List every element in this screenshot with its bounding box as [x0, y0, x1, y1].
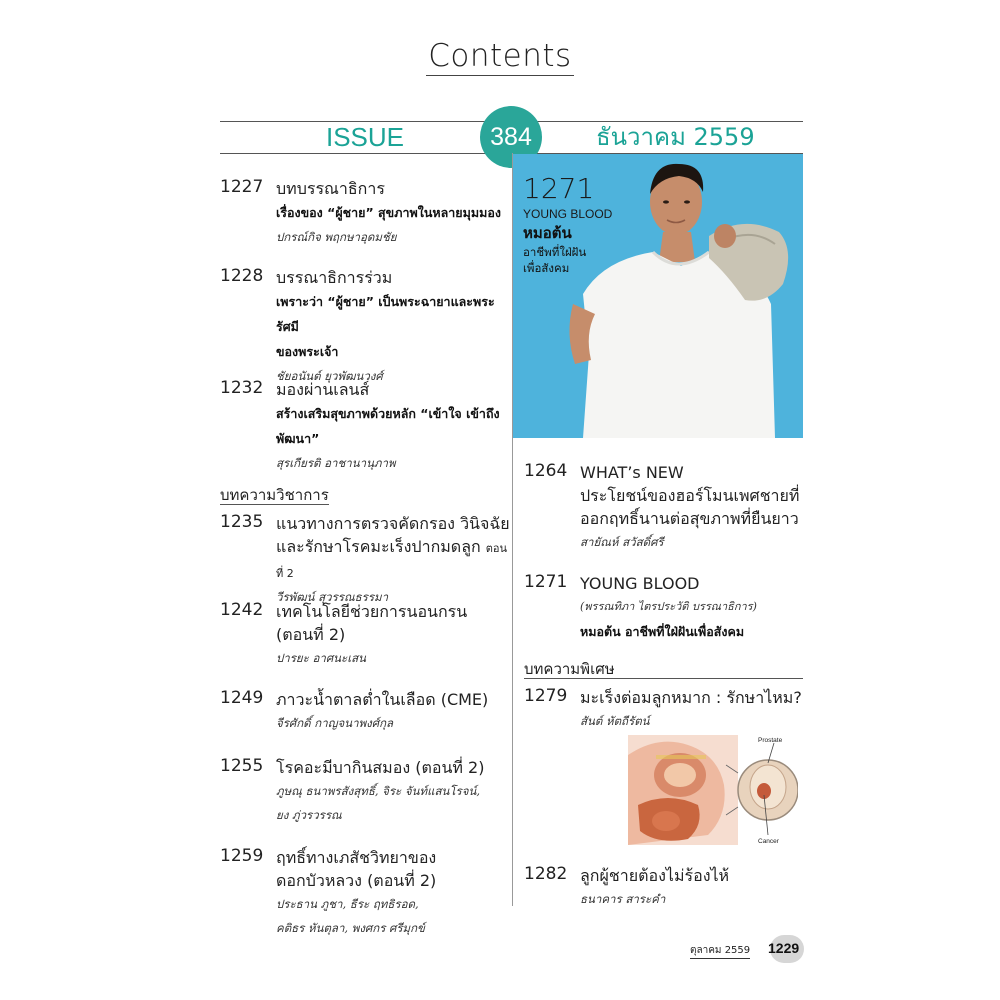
- entry-page-number: 1232: [220, 378, 264, 398]
- entry-author: วีรพัฒน์ สุวรรณธรรมา: [276, 590, 389, 604]
- entry-headline: พัฒนา”: [276, 431, 320, 446]
- entry-page-number: 1249: [220, 688, 264, 708]
- entry-section-line: [276, 535, 510, 585]
- entry-section: ออกฤทธิ์นานต่อสุขภาพที่ยืนยาว: [580, 509, 799, 528]
- feature-name: หมอต้น: [523, 224, 572, 242]
- entry-section-text: และรักษาโรคมะเร็งปากมดลูก: [276, 537, 481, 556]
- category-academic: บทความวิชาการ: [220, 486, 329, 504]
- entry-page-number: 1271: [524, 572, 568, 592]
- entry-section: บทบรรณาธิการ: [276, 179, 385, 198]
- entry-author: ประธาน ภูชา, ธีระ ฤทธิรอด,: [276, 897, 419, 911]
- prostate-label: Prostate: [758, 737, 783, 744]
- entry-page-number: 1255: [220, 756, 264, 776]
- entry-author: ธนาคาร สาระคำ: [580, 892, 666, 906]
- prostate-illustration: [628, 735, 798, 845]
- entry-page-number: 1227: [220, 177, 264, 197]
- entry-section: เทคโนโลยีช่วยการนอนกรน: [276, 602, 468, 621]
- entry-page-number: 1235: [220, 512, 264, 532]
- entry-section: ดอกบัวหลวง (ตอนที่ 2): [276, 871, 437, 890]
- entry-subtitle: (พรรณทิภา ไตรประวัติ บรรณาธิการ): [580, 600, 757, 613]
- entry-page-number: 1259: [220, 846, 264, 866]
- page-number: 1229: [768, 940, 800, 956]
- entry-author: ปกรณ์กิจ พฤกษาอุดมชัย: [276, 230, 397, 244]
- young-blood-feature[interactable]: [513, 154, 803, 438]
- page-title: Contents: [428, 38, 572, 74]
- issue-date: ธันวาคม 2559: [596, 123, 755, 151]
- entry-author: ชัยอนันต์ ยุวพัฒนวงศ์: [276, 369, 383, 383]
- entry-page-number: 1264: [524, 461, 568, 481]
- entry-section: มะเร็งต่อมลูกหมาก : รักษาไหม?: [580, 688, 802, 707]
- feature-label: YOUNG BLOOD: [523, 207, 613, 221]
- entry-section: (ตอนที่ 2): [276, 625, 346, 644]
- entry-page-number: 1228: [220, 266, 264, 286]
- issue-number: 384: [490, 122, 532, 151]
- entry-section: WHAT’s NEW: [580, 463, 684, 482]
- entry-section: ประโยชน์ของฮอร์โมนเพศชายที่: [580, 486, 800, 505]
- entry-author: ยง ภู่วรวรรณ: [276, 808, 342, 822]
- feature-subtitle: อาชีพที่ใฝ่ฝัน: [523, 245, 587, 259]
- entry-section: บรรณาธิการร่วม: [276, 268, 393, 287]
- entry-author: สายัณห์ สวัสดิ์ศรี: [580, 535, 664, 549]
- entry-author: สุรเกียรติ อาชานานุภาพ: [276, 456, 396, 470]
- issue-label: ISSUE: [325, 122, 404, 152]
- entry-author: ปารยะ อาศนะเสน: [276, 651, 367, 665]
- entry-headline: หมอต้น อาชีพที่ใฝ่ฝันเพื่อสังคม: [580, 624, 745, 639]
- entry-page-number: 1242: [220, 600, 264, 620]
- entry-section: แนวทางการตรวจคัดกรอง วินิจฉัย: [276, 514, 510, 533]
- entry-headline: เรื่องของ “ผู้ชาย” สุขภาพในหลายมุมมอง: [276, 205, 501, 220]
- entry-author: ภูษณุ ธนาพรสังสุทธิ์, จิระ จันท์แสนโรจน์,: [276, 784, 480, 798]
- category-special: บทความพิเศษ: [524, 660, 803, 679]
- entry-section: ฤทธิ์ทางเภสัชวิทยาของ: [276, 848, 437, 867]
- entry-section: ลูกผู้ชายต้องไม่ร้องไห้: [580, 866, 730, 885]
- entry-author: คติธร หันตุลา, พงศกร ศรีมุกข์: [276, 921, 425, 935]
- entry-section: มองผ่านเลนส์: [276, 380, 370, 399]
- entry-author: สันต์ หัตถีรัตน์: [580, 714, 650, 728]
- entry-headline: สร้างเสริมสุขภาพด้วยหลัก “เข้าใจ เข้าถึง: [276, 406, 500, 421]
- entry-page-number: 1282: [524, 864, 568, 884]
- entry-section: โรคอะมีบากินสมอง (ตอนที่ 2): [276, 758, 485, 777]
- entry-author: จีรศักดิ์ กาญจนาพงศ์กุล: [276, 716, 394, 730]
- entry-page-number: 1279: [524, 686, 568, 706]
- entry-headline: เพราะว่า “ผู้ชาย” เป็นพระฉายาและพระรัศมี: [276, 294, 495, 334]
- footer-date: ตุลาคม 2559: [690, 943, 750, 959]
- entry-section: ภาวะน้ำตาลต่ำในเลือด (CME): [276, 690, 489, 709]
- entry-section: YOUNG BLOOD: [580, 574, 700, 593]
- feature-page-number: 1271: [523, 172, 595, 205]
- entry-part: ตอนที่ 2: [276, 542, 508, 580]
- entry-headline: ของพระเจ้า: [276, 344, 339, 359]
- cancer-label: Cancer: [758, 838, 779, 845]
- feature-subtitle: เพื่อสังคม: [523, 261, 570, 275]
- page-title-wrap: [0, 38, 1000, 74]
